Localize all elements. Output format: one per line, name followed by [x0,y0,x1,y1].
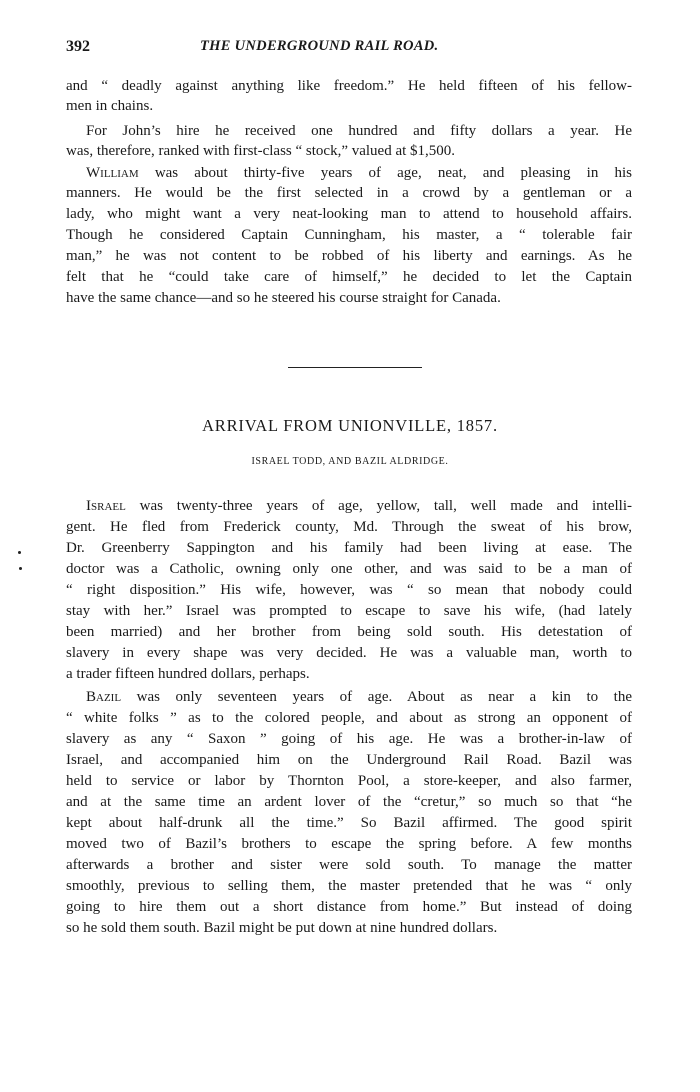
page-number: 392 [66,38,90,55]
running-head: THE UNDERGROUND RAIL ROAD. [200,38,439,54]
text-line: For John’s hire he received one hundred and fifty dollars a year. He [86,123,632,139]
text-line: so he sold them south. Bazil might be put down at nine hundred dollars. [66,920,498,936]
text-span: was about thirty-five years of age, neat, and pleasing in his [154,165,633,181]
text-line: been married) and her brother from being sold south. His detestation of [66,624,632,640]
text-line: “ right disposition.” His wife, however, was “ so mean that nobody could [66,582,632,598]
text-line: man,” he was not content to be robbed of his liberty and earnings. As he [66,248,632,264]
text-line: going to hire them out a short distance from home.” But instead of doing [66,899,632,915]
text-line: men in chains. [66,98,154,114]
text-line [86,496,632,516]
text-line: doctor was a Catholic, owning only one other, and was said to be a man of [66,561,632,577]
text-line: held to service or labor by Thornton Pool, a store-keeper, and also farmer, [66,773,632,789]
text-line: was, therefore, ranked with first-class “ stock,” valued at $1,500. [66,143,456,159]
section-title: ARRIVAL FROM UNIONVILLE, 1857. [202,416,498,435]
text-line: slavery in every shape was very decided. He was a valuable man, worth to [66,645,632,661]
text-line: moved two of Bazil’s brothers to escape the spring before. A few months [66,836,632,852]
text-span: was twenty-three years of age, yellow, tall, well made and intelli- [139,498,632,514]
text-line: and “ deadly against anything like freedom.” He held fifteen of his fellow- [66,78,632,94]
person-name-bazil: Bazil [86,689,122,705]
person-name-israel: Israel [86,498,126,514]
text-line: felt that he “could take care of himself,” he decided to let the Captain [66,269,632,285]
section-divider [288,367,422,368]
text-line [86,163,632,183]
text-line: afterwards a brother and sister were sold south. To manage the matter [66,857,632,873]
margin-dot [18,551,21,554]
text-line [86,687,632,707]
text-line: have the same chance—and so he steered his course straight for Canada. [66,290,501,306]
text-line: Though he considered Captain Cunningham, his master, a “ tolerable fair [66,227,632,243]
text-span: was only seventeen years of age. About as near a kin to the [136,689,632,705]
text-line: gent. He fled from Frederick county, Md. Through the sweat of his brow, [66,519,632,535]
text-line: “ white folks ” as to the colored people, and about as strong an opponent of [66,710,632,726]
text-line: Israel, and accompanied him on the Underground Rail Road. Bazil was [66,752,632,768]
text-line: smoothly, previous to selling them, the master pretended that he was “ only [66,878,632,894]
text-line: lady, who might want a very neat-looking man to attend to household affairs. [66,206,632,222]
text-line: manners. He would be the first selected in a crowd by a gentleman or a [66,185,632,201]
text-line: stay with her.” Israel was prompted to escape to save his wife, (had lately [66,603,632,619]
text-line: Dr. Greenberry Sappington and his family had been living at ease. The [66,540,632,556]
text-line: and at the same time an ardent lover of the “cretur,” so much so that “he [66,794,632,810]
section-subtitle: ISRAEL TODD, AND BAZIL ALDRIDGE. [251,456,449,467]
text-line: kept about half-drunk all the time.” So Bazil affirmed. The good spirit [66,815,632,831]
person-name-william: William [86,165,139,181]
text-line: a trader fifteen hundred dollars, perhaps. [66,666,310,682]
text-line: slavery as any “ Saxon ” going of his age. He was a brother-in-law of [66,731,632,747]
margin-dot [19,567,22,570]
